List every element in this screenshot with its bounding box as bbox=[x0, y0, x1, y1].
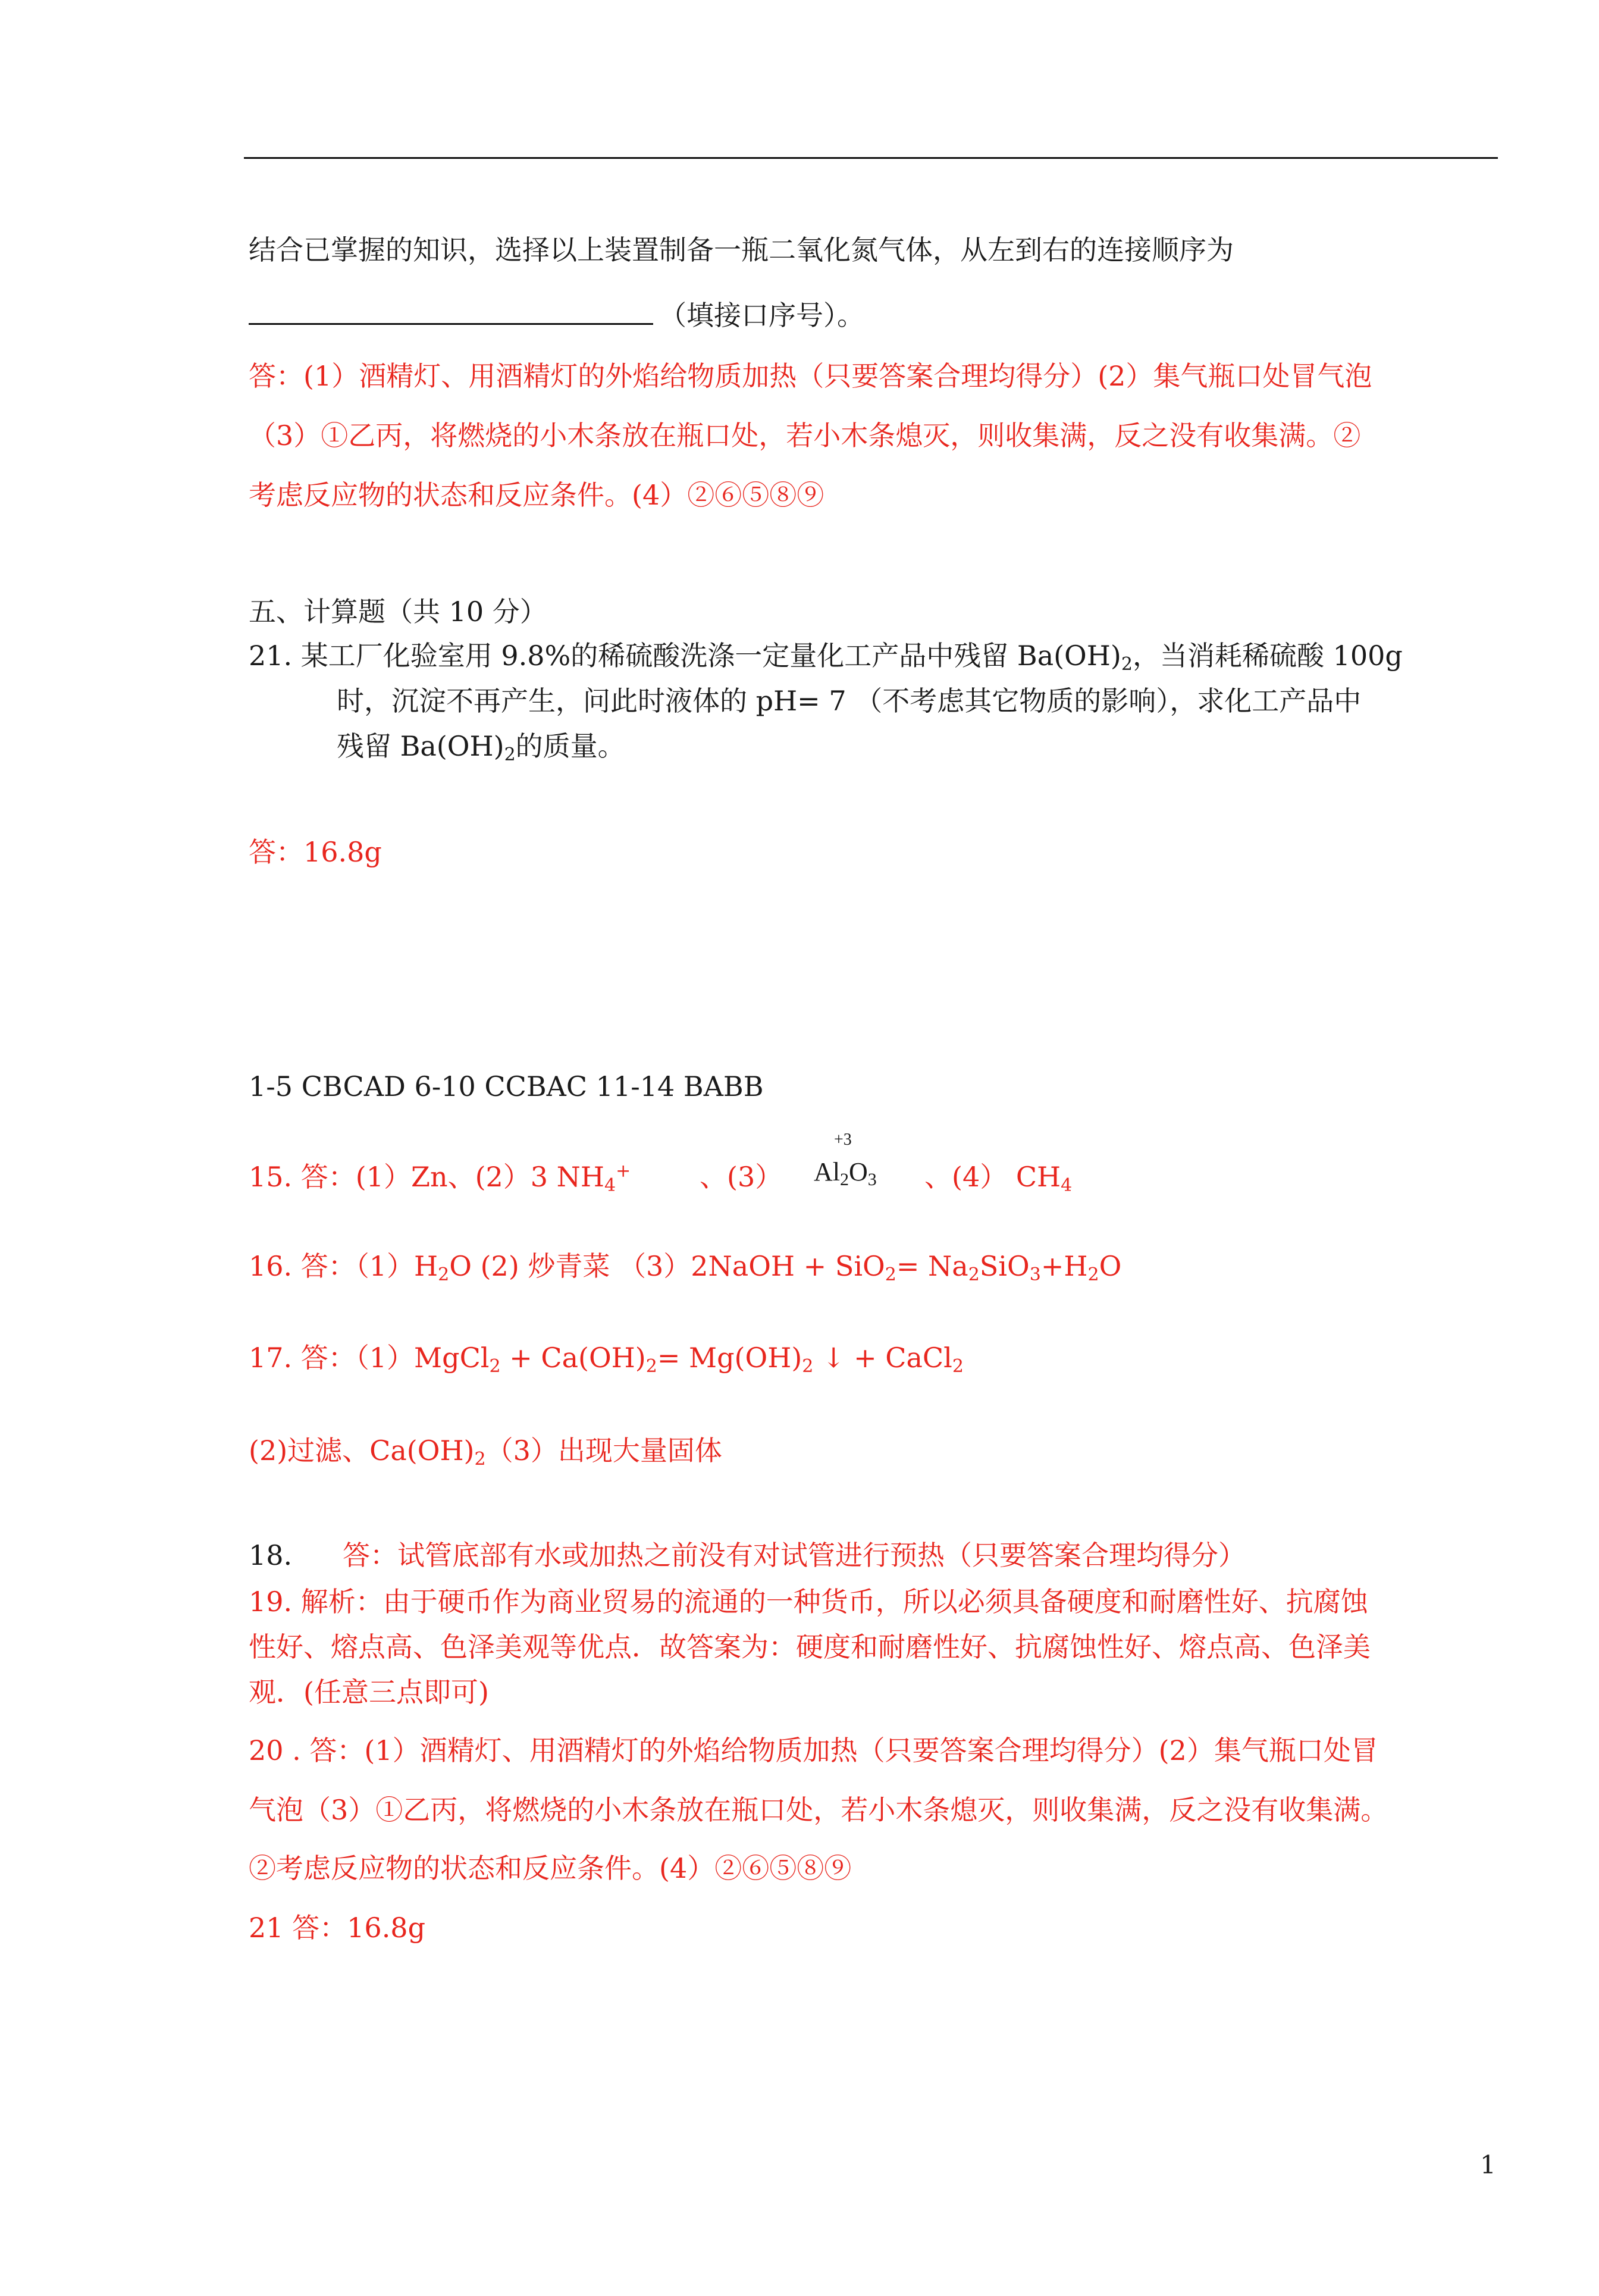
q15-answer-part-c bbox=[924, 1160, 1072, 1194]
q17-line2-a: (2)过滤、Ca(OH) bbox=[249, 1434, 475, 1467]
subscript: 3 bbox=[867, 1170, 877, 1189]
q20-answer-line-2: （3）①乙丙，将燃烧的小木条放在瓶口处，若小木条熄灭，则收集满，反之没有收集满。② bbox=[249, 419, 1361, 452]
superscript: + bbox=[616, 1160, 631, 1182]
valence-label: +3 bbox=[834, 1130, 852, 1149]
q18-number: 18. bbox=[249, 1539, 293, 1571]
subscript: 2 bbox=[474, 1449, 486, 1470]
subscript: 3 bbox=[1029, 1264, 1041, 1285]
al-symbol: Al bbox=[814, 1157, 840, 1186]
q20-answer-line-1: 答：(1）酒精灯、用酒精灯的外焰给物质加热（只要答案合理均得分）(2）集气瓶口处冒气泡 bbox=[249, 360, 1372, 392]
q16-c: = Na bbox=[896, 1250, 968, 1282]
subscript: 2 bbox=[645, 1356, 657, 1377]
subscript: 2 bbox=[840, 1170, 849, 1189]
q17-c: = Mg(OH) bbox=[657, 1342, 802, 1374]
subscript: 2 bbox=[885, 1264, 896, 1285]
header-rule bbox=[244, 157, 1498, 159]
section-title: 五、计算题（共 10 分） bbox=[249, 596, 547, 628]
subscript: 2 bbox=[1087, 1264, 1099, 1285]
mc-answers: 1-5 CBCAD 6-10 CCBAC 11-14 BABB bbox=[249, 1070, 764, 1102]
blank-suffix: （填接口序号）。 bbox=[659, 299, 864, 331]
q20-answer-line-3: 考虑反应物的状态和反应条件。(4）②⑥⑤⑧⑨ bbox=[249, 479, 824, 511]
q20-answer-2-line-2: 气泡（3）①乙丙，将燃烧的小木条放在瓶口处，若小木条熄灭，则收集满，反之没有收集满。 bbox=[249, 1794, 1388, 1826]
q21-line-3 bbox=[337, 729, 625, 763]
q21-line-1-a: 21. 某工厂化验室用 9.8%的稀硫酸洗涤一定量化工产品中残留 Ba(OH) bbox=[249, 640, 1121, 672]
q21-line-3-a: 残留 Ba(OH) bbox=[337, 730, 504, 762]
q17-line2-b: （3）出现大量固体 bbox=[485, 1434, 722, 1467]
page-number: 1 bbox=[1480, 2150, 1496, 2179]
subscript: 2 bbox=[438, 1264, 450, 1285]
subscript: 4 bbox=[1061, 1175, 1073, 1196]
q21-line-3-b: 的质量。 bbox=[515, 730, 625, 762]
answer-blank bbox=[249, 299, 653, 325]
q19-line-1: 19. 解析：由于硬币作为商业贸易的流通的一种货币，所以必须具备硬度和耐磨性好、抗腐蚀 bbox=[249, 1586, 1368, 1618]
q20-text-line: 结合已掌握的知识，选择以上装置制备一瓶二氧化氮气体，从左到右的连接顺序为 bbox=[249, 234, 1234, 266]
q20-answer-2-line-1: 20 . 答：(1）酒精灯、用酒精灯的外焰给物质加热（只要答案合理均得分）(2）集气瓶口处冒 bbox=[249, 1734, 1378, 1766]
q15-answer bbox=[249, 1160, 631, 1194]
subscript: 2 bbox=[952, 1356, 964, 1377]
q15-part-c: 、(4） CH bbox=[924, 1161, 1061, 1193]
q17-answer bbox=[249, 1341, 964, 1377]
q17-b: + Ca(OH) bbox=[500, 1342, 646, 1374]
q16-answer bbox=[249, 1249, 1121, 1283]
o-symbol: O bbox=[849, 1157, 868, 1186]
q20-blank-line bbox=[249, 299, 864, 332]
subscript: 2 bbox=[968, 1264, 980, 1285]
q18-answer: 答：试管底部有水或加热之前没有对试管进行预热（只要答案合理均得分） bbox=[343, 1539, 1246, 1571]
q21-line-1-b: ，当消耗稀硫酸 100g bbox=[1132, 640, 1403, 672]
q17-a: 17. 答：（1）MgCl bbox=[249, 1342, 490, 1374]
q21-line-1 bbox=[249, 639, 1403, 675]
q21-answer-2: 21 答：16.8g bbox=[249, 1912, 426, 1944]
q16-b: O (2) 炒青菜 （3）2NaOH + SiO bbox=[449, 1250, 885, 1282]
subscript: 2 bbox=[489, 1356, 501, 1377]
q19-line-2: 性好、熔点高、色泽美观等优点．故答案为：硬度和耐磨性好、抗腐蚀性好、熔点高、色泽美 bbox=[249, 1631, 1371, 1663]
q17-answer-line-2 bbox=[249, 1434, 722, 1470]
subscript: 2 bbox=[1121, 654, 1133, 675]
q19-line-3: 观．(任意三点即可) bbox=[249, 1676, 489, 1708]
q16-e: +H bbox=[1040, 1250, 1088, 1282]
q16-a: 16. 答：（1）H bbox=[249, 1250, 438, 1282]
subscript: 2 bbox=[802, 1356, 814, 1377]
q21-line-2: 时，沉淀不再产生，问此时液体的 pH= 7 （不考虑其它物质的影响），求化工产品中 bbox=[337, 685, 1362, 717]
q16-d: SiO bbox=[979, 1250, 1030, 1282]
q15-part-a: 15. 答：(1）Zn、(2）3 NH bbox=[249, 1161, 605, 1193]
subscript: 4 bbox=[604, 1175, 616, 1196]
q21-answer: 答：16.8g bbox=[249, 836, 382, 868]
q15-answer-part-b: 、(3） bbox=[700, 1161, 783, 1193]
alumina-formula bbox=[814, 1130, 877, 1189]
subscript: 2 bbox=[504, 744, 516, 765]
q20-answer-2-line-3: ②考虑反应物的状态和反应条件。(4）②⑥⑤⑧⑨ bbox=[249, 1852, 852, 1884]
q16-f: O bbox=[1099, 1250, 1122, 1282]
q17-d: ↓ + CaCl bbox=[813, 1342, 952, 1374]
